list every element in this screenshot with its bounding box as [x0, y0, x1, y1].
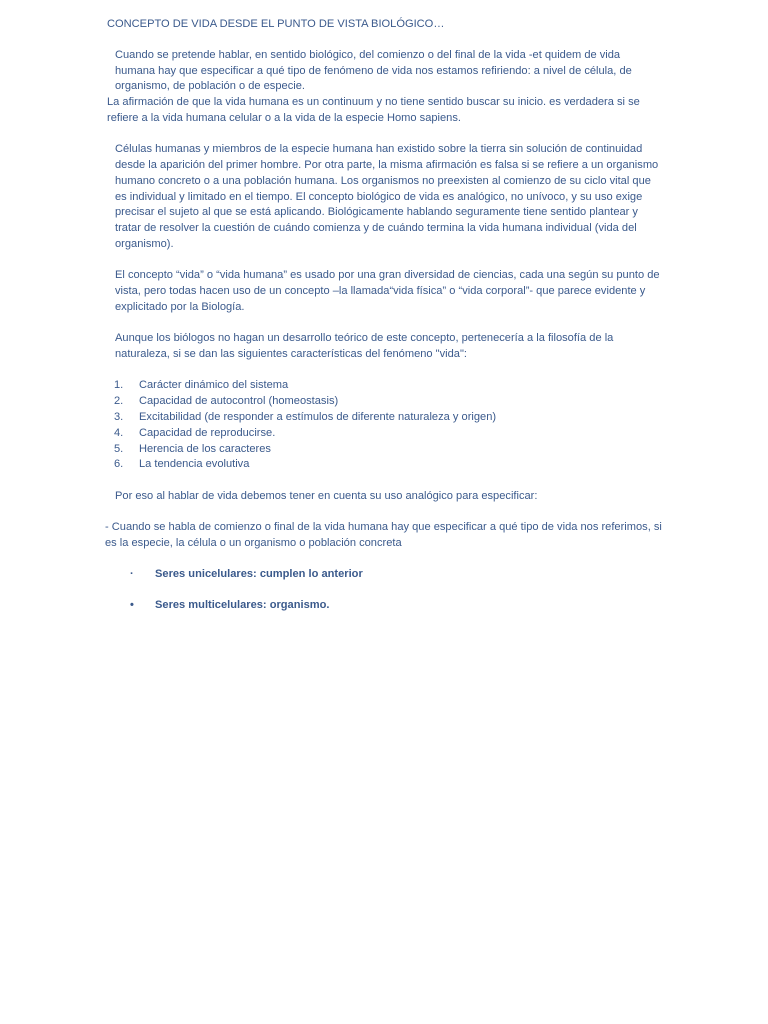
paragraph-dash-note: - Cuando se habla de comienzo o final de la vida humana hay que especificar a qué tipo de vida nos referimos, si es la especie, la célula o un organismo o población concreta: [105, 520, 662, 549]
characteristics-list: [107, 378, 663, 473]
list-item-text: Capacidad de reproducirse.: [139, 426, 276, 439]
bullet-text: Seres unicelulares: cumplen lo anterior: [155, 568, 363, 581]
list-item: [107, 426, 663, 442]
list-item-text: Herencia de los caracteres: [139, 442, 271, 455]
paragraph-cells: Células humanas y miembros de la especie humana han existido sobre la tierra sin solución de continuidad desde la aparición del primer hombre. Por otra parte, la misma afirmación es falsa si se refiere a un organismo humano concreto o a una población humana. Los organismos no preexisten al comienzo de su ciclo vital que es individual y limitado en el tiempo. El concepto biológico de vida es analógico, no unívoco, y su uso exige precisar el sujeto al que se está aplicando. Biológicamente hablando seguramente tiene sentido plantear y tratar de resolver la cuestión de cuándo comienza y de cuándo termina la vida humana individual (vida del organismo).: [115, 143, 659, 251]
list-item: [107, 457, 663, 473]
paragraph-intro: Cuando se pretende hablar, en sentido biológico, del comienzo o del final de la vida -et quidem de vida humana hay que especificar a qué tipo de fenómeno de vida nos estamos refiriendo: a nivel de célula, de organismo, de población o de especie.: [115, 48, 632, 93]
list-item-text: Capacidad de autocontrol (homeostasis): [139, 395, 339, 408]
list-item-text: Excitabilidad (de responder a estímulos de diferente naturaleza y origen): [139, 410, 497, 423]
list-item: [107, 394, 663, 410]
bullet-icon: •: [130, 599, 134, 612]
paragraph-biologists: Aunque los biólogos no hagan un desarrollo teórico de este concepto, pertenecería a la filosofía de la naturaleza, si se dan las siguientes características del fenómeno "vida":: [115, 332, 614, 361]
list-number: 1.: [114, 379, 124, 392]
paragraph-analogical-use: Por eso al hablar de vida debemos tener en cuenta su uso analógico para especificar:: [115, 489, 538, 502]
bullet-item-multicellular: [107, 598, 663, 614]
list-item-text: La tendencia evolutiva: [139, 458, 250, 471]
list-number: 4.: [114, 426, 124, 439]
bullet-text: Seres multicelulares: organismo.: [155, 599, 330, 612]
document-page: [107, 17, 663, 630]
list-item-text: Carácter dinámico del sistema: [139, 379, 289, 392]
list-item: [107, 442, 663, 458]
list-number: 3.: [114, 410, 124, 423]
list-number: 2.: [114, 395, 124, 408]
bullet-icon: ·: [130, 568, 134, 581]
bullet-item-unicellular: [107, 567, 663, 583]
list-item: [107, 378, 663, 394]
paragraph-concept: El concepto “vida” o “vida humana” es usado por una gran diversidad de ciencias, cada una según su punto de vista, pero todas hacen uso de un concepto –la llamada“vida física” o “vida corporal”- que parece evidente y explicitado por la Biología.: [115, 269, 660, 313]
bullet-list: [107, 567, 663, 614]
paragraph-continuum: La afirmación de que la vida humana es un continuum y no tiene sentido buscar su inicio. es verdadera si se refiere a la vida humana celular o a la vida de la especie Homo sapiens.: [107, 96, 640, 124]
document-title: CONCEPTO DE VIDA DESDE EL PUNTO DE VISTA BIOLÓGICO…: [107, 18, 445, 30]
list-number: 6.: [114, 458, 124, 471]
list-number: 5.: [114, 442, 124, 455]
list-item: [107, 410, 663, 426]
